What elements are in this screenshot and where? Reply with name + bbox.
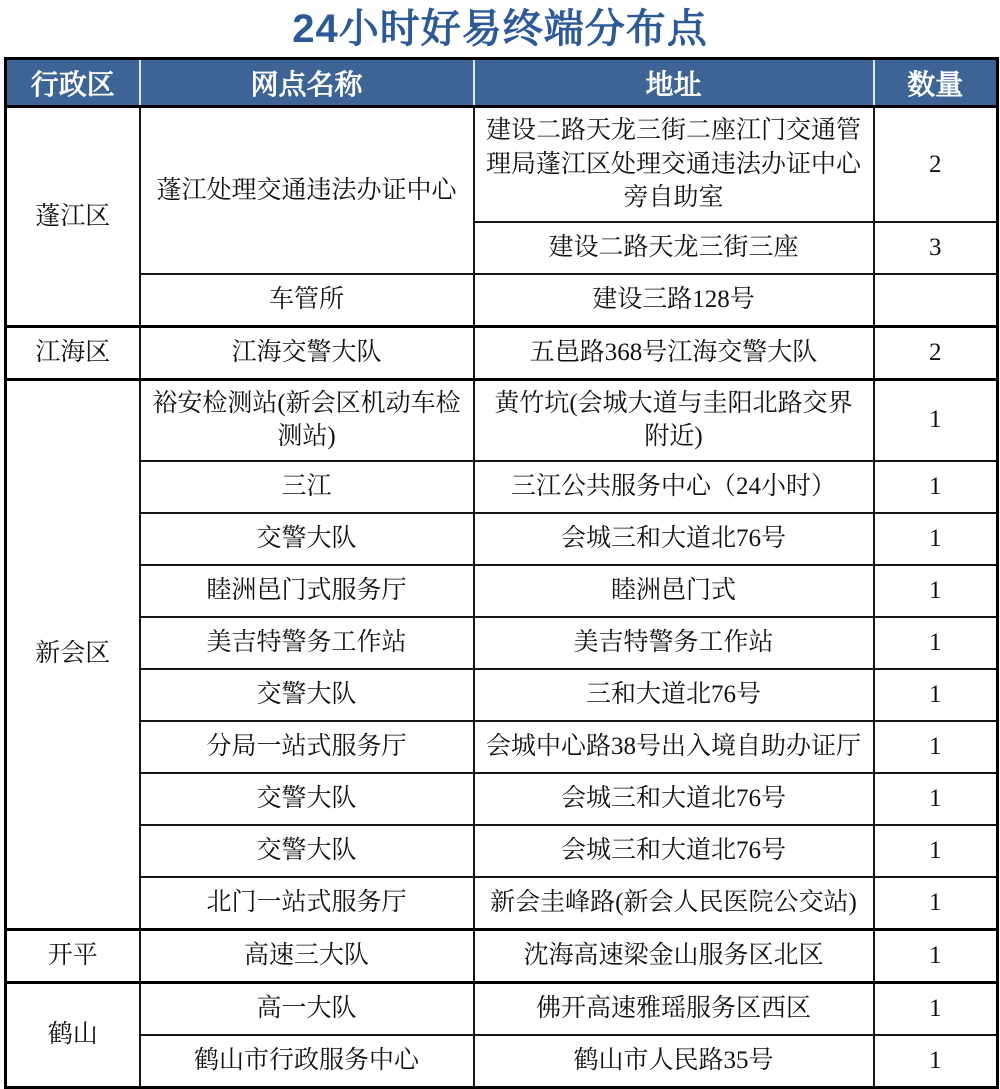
distribution-table [4,57,999,1089]
address-cell: 睦洲邑门式 [474,565,874,617]
quantity-cell: 3 [874,222,998,274]
quantity-cell: 1 [874,721,998,773]
district-cell: 新会区 [6,379,140,929]
table-row [6,107,998,222]
quantity-cell: 1 [874,982,998,1035]
address-cell: 建设三路128号 [474,274,874,327]
address-cell: 三江公共服务中心（24小时） [474,461,874,513]
address-cell: 美吉特警务工作站 [474,617,874,669]
quantity-cell: 2 [874,107,998,222]
table-row [6,773,998,825]
site-name-cell: 交警大队 [140,513,474,565]
table-row [6,513,998,565]
quantity-cell: 1 [874,669,998,721]
table-row [6,461,998,513]
address-cell: 建设二路天龙三街三座 [474,222,874,274]
address-cell: 会城三和大道北76号 [474,773,874,825]
district-cell: 开平 [6,929,140,982]
quantity-cell: 1 [874,617,998,669]
site-name-cell: 北门一站式服务厅 [140,877,474,930]
address-cell: 建设二路天龙三街二座江门交通管理局蓬江区处理交通违法办证中心旁自助室 [474,107,874,222]
table-row [6,982,998,1035]
quantity-cell: 1 [874,1035,998,1088]
district-cell: 江海区 [6,326,140,379]
quantity-cell: 1 [874,379,998,461]
address-cell: 会城三和大道北76号 [474,825,874,877]
quantity-cell: 1 [874,773,998,825]
header-row [6,59,998,107]
address-cell: 黄竹坑(会城大道与圭阳北路交界附近) [474,379,874,461]
site-name-cell: 蓬江处理交通违法办证中心 [140,107,474,274]
site-name-cell: 交警大队 [140,825,474,877]
page-title: 24小时好易终端分布点 [292,7,708,51]
quantity-cell: 1 [874,513,998,565]
site-name-cell: 高一大队 [140,982,474,1035]
quantity-cell: 2 [874,326,998,379]
table-row [6,721,998,773]
site-name-cell: 三江 [140,461,474,513]
address-cell: 五邑路368号江海交警大队 [474,326,874,379]
table-row [6,379,998,461]
table-header [6,59,998,107]
header-district: 行政区 [6,59,140,107]
site-name-cell: 分局一站式服务厅 [140,721,474,773]
table-body [6,107,998,1088]
site-name-cell: 高速三大队 [140,929,474,982]
quantity-cell [874,274,998,327]
address-cell: 会城三和大道北76号 [474,513,874,565]
table-row [6,877,998,930]
address-cell: 鹤山市人民路35号 [474,1035,874,1088]
site-name-cell: 江海交警大队 [140,326,474,379]
address-cell: 沈海高速梁金山服务区北区 [474,929,874,982]
address-cell: 佛开高速雅瑶服务区西区 [474,982,874,1035]
table-row [6,669,998,721]
quantity-cell: 1 [874,825,998,877]
quantity-cell: 1 [874,877,998,930]
header-address: 地址 [474,59,874,107]
header-site-name: 网点名称 [140,59,474,107]
site-name-cell: 裕安检测站(新会区机动车检测站) [140,379,474,461]
table-row [6,929,998,982]
table-row [6,274,998,327]
table-row [6,1035,998,1088]
site-name-cell: 鹤山市行政服务中心 [140,1035,474,1088]
site-name-cell: 美吉特警务工作站 [140,617,474,669]
district-cell: 蓬江区 [6,107,140,327]
table-row [6,617,998,669]
header-quantity: 数量 [874,59,998,107]
table-row [6,326,998,379]
site-name-cell: 交警大队 [140,669,474,721]
site-name-cell: 交警大队 [140,773,474,825]
table-row [6,825,998,877]
address-cell: 会城中心路38号出入境自助办证厅 [474,721,874,773]
quantity-cell: 1 [874,461,998,513]
site-name-cell: 睦洲邑门式服务厅 [140,565,474,617]
district-cell: 鹤山 [6,982,140,1087]
quantity-cell: 1 [874,929,998,982]
site-name-cell: 车管所 [140,274,474,327]
quantity-cell: 1 [874,565,998,617]
address-cell: 三和大道北76号 [474,669,874,721]
table-row [6,565,998,617]
address-cell: 新会圭峰路(新会人民医院公交站) [474,877,874,930]
